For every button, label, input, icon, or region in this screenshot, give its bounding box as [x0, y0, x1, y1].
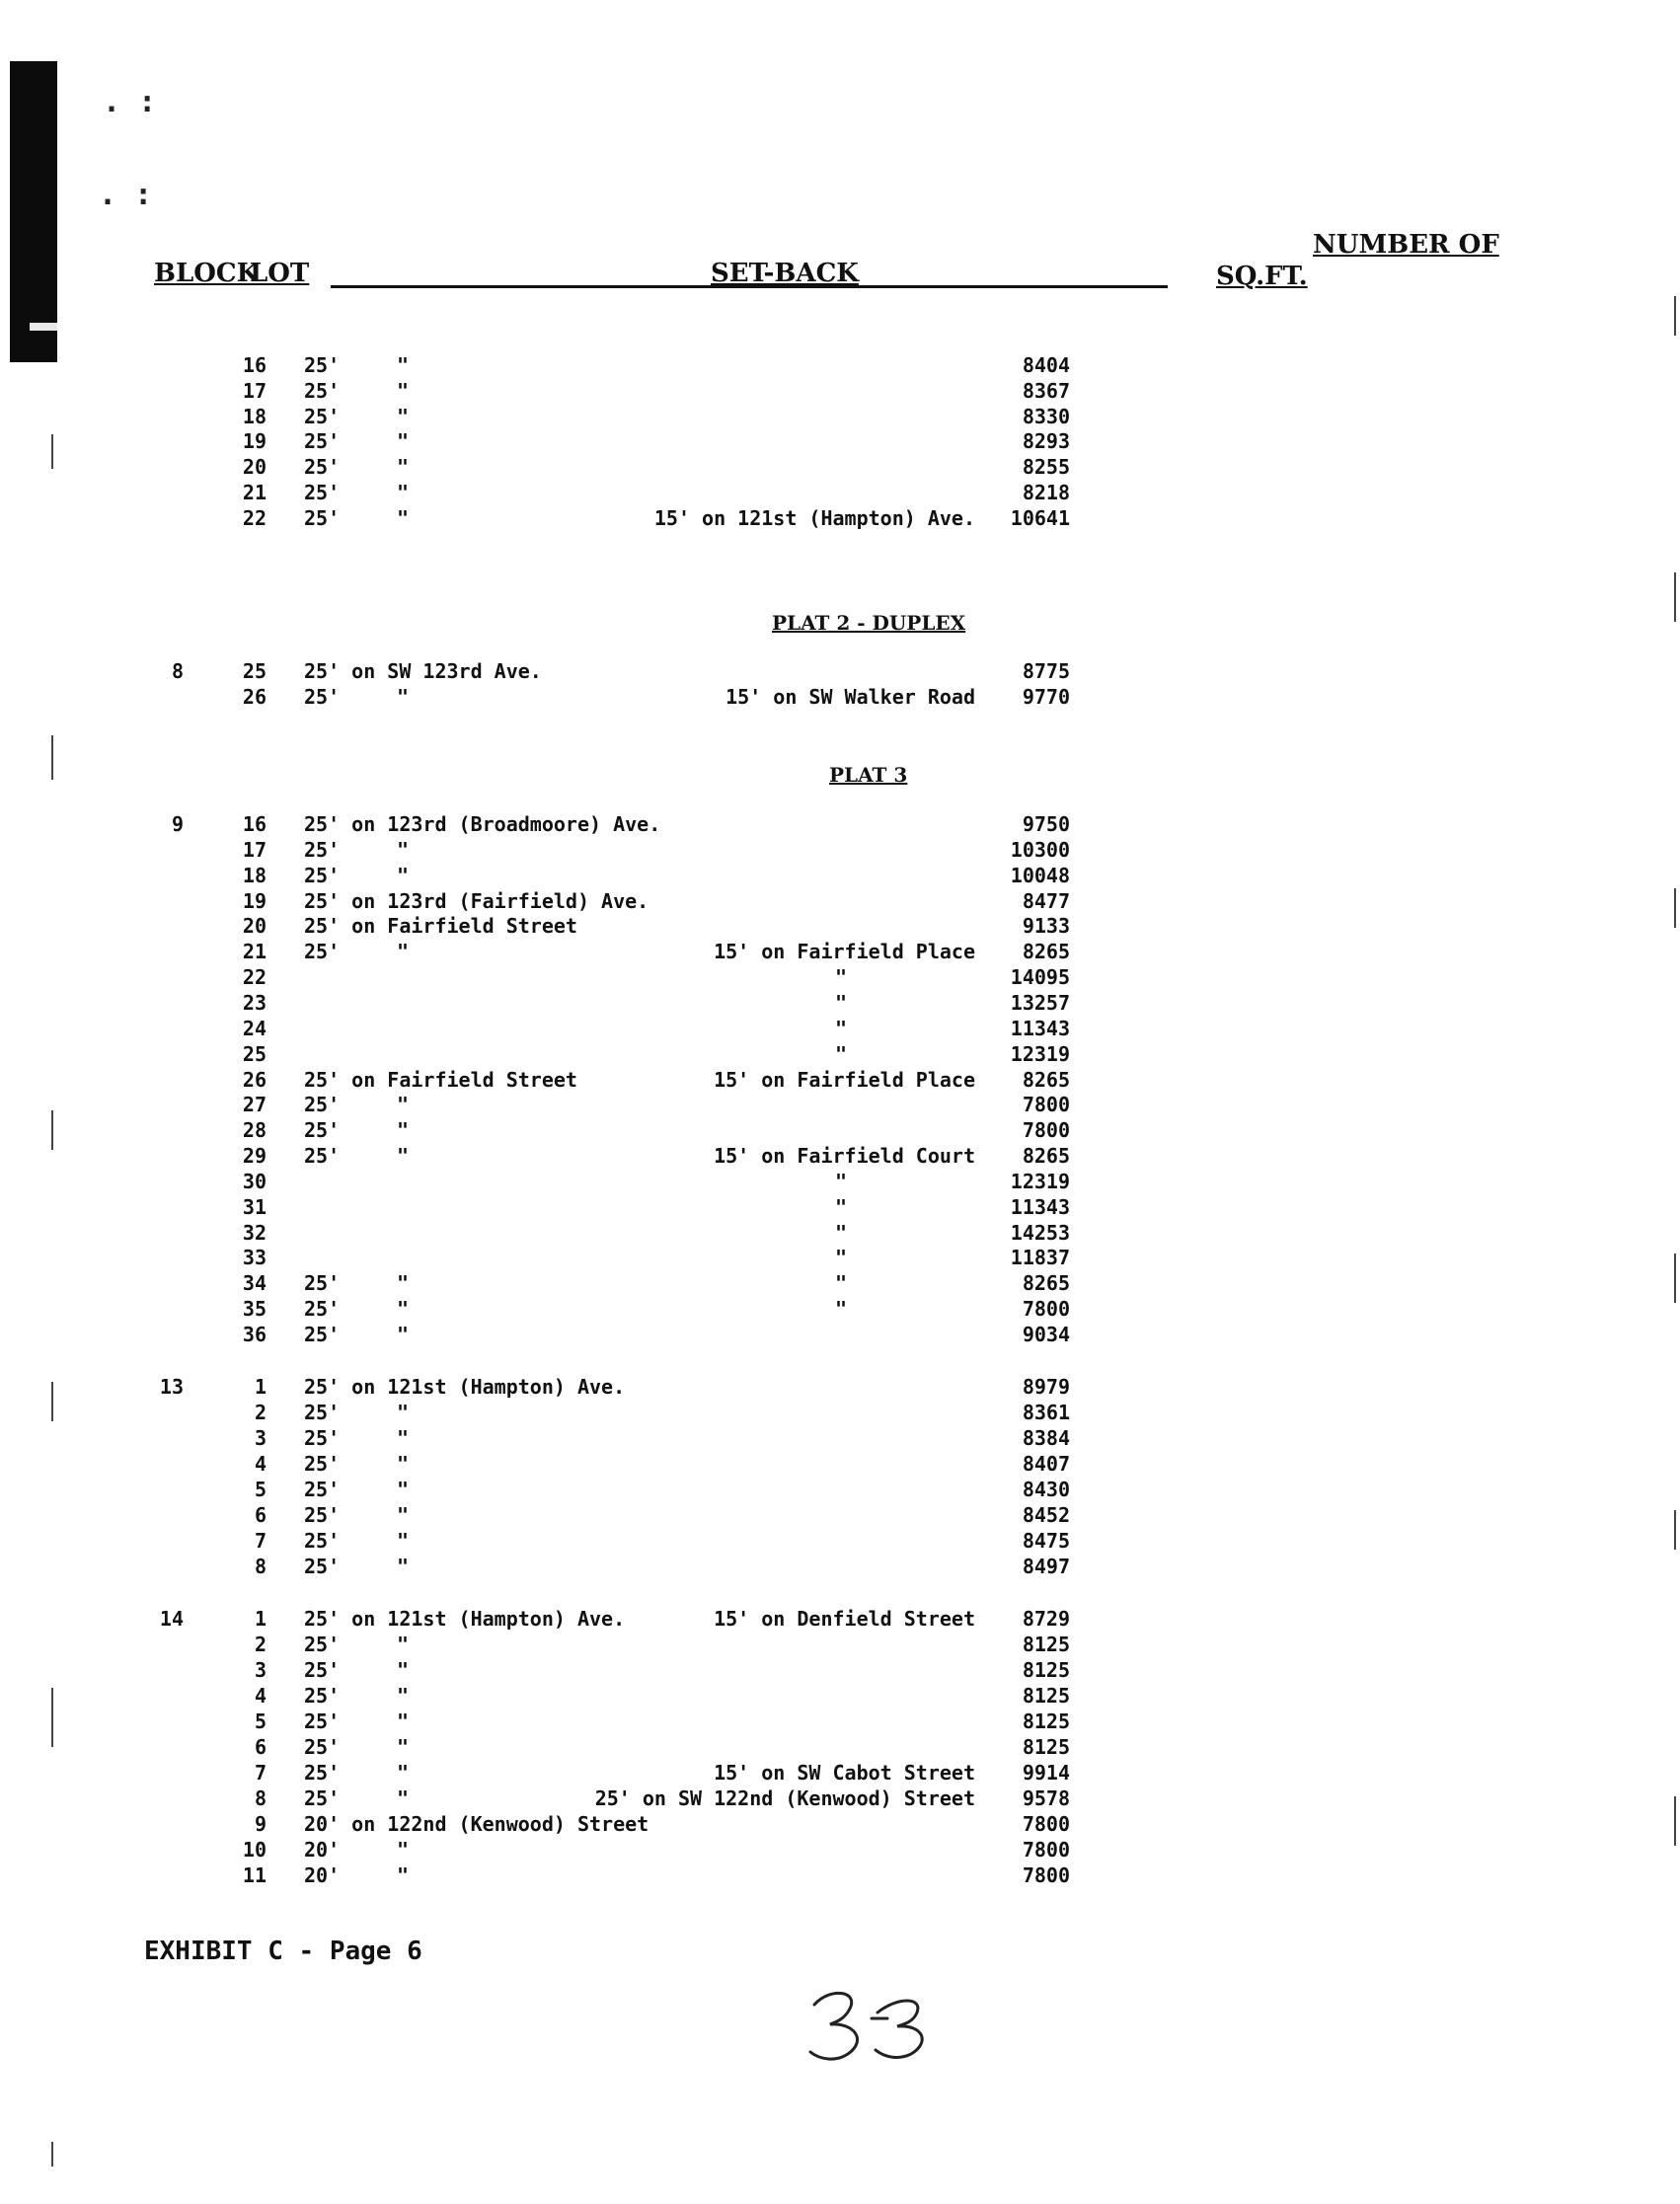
sq-ft-value: 8265: [1022, 940, 1070, 964]
lot-number: 3: [254, 1426, 267, 1450]
lot-number: 6: [254, 1503, 267, 1527]
lot-number: 22: [242, 965, 267, 990]
lot-number: 17: [242, 837, 267, 862]
sq-ft-value: 8255: [1022, 455, 1070, 480]
sq-ft-value: 8729: [1022, 1607, 1070, 1631]
lot-number: 22: [242, 505, 267, 530]
scan-edge-mark: [1674, 1796, 1676, 1846]
ditto-mark: ": [397, 1144, 410, 1169]
block-number: 9: [171, 812, 184, 836]
sq-ft-value: 7800: [1022, 1812, 1070, 1836]
setback-text: 25': [304, 1633, 341, 1656]
sq-ft-value: 7800: [1022, 1093, 1070, 1117]
lot-number: 26: [242, 1067, 267, 1092]
corner-setback: 15' on Fairfield Place: [714, 1067, 975, 1092]
header-block: BLOCK: [154, 259, 260, 288]
sq-ft-value: 8218: [1022, 481, 1070, 504]
corner-setback-ditto: ": [835, 1194, 848, 1219]
block-number: 8: [171, 659, 184, 683]
lot-number: 6: [254, 1735, 267, 1759]
ditto-mark: ": [397, 481, 410, 504]
setback-text: 25': [304, 455, 341, 480]
scan-edge-mark: [1674, 572, 1676, 622]
setback-text: 25': [304, 429, 341, 454]
scan-edge-mark: [51, 2142, 53, 2166]
setback-text: 25': [304, 1529, 341, 1553]
lot-number: 32: [242, 1220, 267, 1245]
sq-ft-value: 7800: [1022, 1838, 1070, 1862]
sq-ft-value: 8265: [1022, 1144, 1070, 1169]
corner-setback-ditto: ": [835, 990, 848, 1015]
lot-number: 7: [254, 1761, 267, 1785]
setback-text: 25' on 121st (Hampton) Ave.: [304, 1607, 626, 1631]
setback-text: 20': [304, 1863, 341, 1887]
sq-ft-value: 9578: [1022, 1786, 1070, 1810]
scan-edge-mark: [51, 1688, 53, 1747]
sq-ft-value: 10048: [1010, 863, 1070, 887]
sq-ft-value: 8384: [1022, 1426, 1070, 1450]
sq-ft-value: 8293: [1022, 429, 1070, 454]
corner-setback: 15' on Fairfield Court: [714, 1144, 975, 1169]
lot-number: 28: [242, 1118, 267, 1143]
ditto-mark: ": [397, 1710, 410, 1733]
sq-ft-value: 8125: [1022, 1658, 1070, 1682]
setback-text: 25': [304, 1710, 341, 1733]
scan-binding-strip: [10, 61, 57, 362]
setback-text: 25': [304, 1323, 341, 1346]
sq-ft-value: 8404: [1022, 353, 1070, 377]
setback-text: 25': [304, 353, 341, 377]
lot-number: 18: [242, 863, 267, 887]
corner-setback: 15' on SW Cabot Street: [714, 1761, 975, 1785]
sq-ft-value: 8475: [1022, 1529, 1070, 1553]
setback-text: 25': [304, 1144, 341, 1169]
sq-ft-value: 11837: [1010, 1246, 1070, 1270]
setback-text: 25' on 123rd (Broadmoore) Ave.: [304, 812, 661, 836]
header-number-of: NUMBER OF: [1313, 230, 1499, 260]
ditto-mark: ": [397, 940, 410, 964]
setback-text: 20': [304, 1838, 341, 1862]
sq-ft-value: 8265: [1022, 1067, 1070, 1092]
corner-setback-ditto: ": [835, 1016, 848, 1040]
ditto-mark: ": [397, 353, 410, 377]
ditto-mark: ": [397, 1426, 410, 1450]
lot-number: 1: [254, 1607, 267, 1631]
lot-number: 19: [242, 888, 267, 913]
ditto-mark: ": [397, 1297, 410, 1322]
ditto-mark: ": [397, 1529, 410, 1553]
lot-number: 27: [242, 1093, 267, 1117]
ditto-mark: ": [397, 1555, 410, 1578]
lot-number: 24: [242, 1016, 267, 1040]
ditto-mark: ": [397, 1658, 410, 1682]
sq-ft-value: 9133: [1022, 914, 1070, 939]
ditto-mark: ": [397, 1118, 410, 1143]
corner-setback-ditto: ": [835, 1271, 848, 1296]
sq-ft-value: 9914: [1022, 1761, 1070, 1785]
lot-number: 35: [242, 1297, 267, 1322]
corner-setback: 15' on SW Walker Road: [725, 685, 975, 709]
setback-text: 25' on Fairfield Street: [304, 914, 577, 939]
setback-text: 25' on 121st (Hampton) Ave.: [304, 1375, 626, 1399]
ditto-mark: ": [397, 404, 410, 428]
ditto-mark: ": [397, 1503, 410, 1527]
lot-number: 4: [254, 1684, 267, 1708]
ditto-mark: ": [397, 1838, 410, 1862]
sq-ft-value: 9770: [1022, 685, 1070, 709]
sq-ft-value: 14095: [1010, 965, 1070, 990]
setback-text: 25' on Fairfield Street: [304, 1067, 577, 1092]
lot-number: 33: [242, 1246, 267, 1270]
lot-number: 7: [254, 1529, 267, 1553]
corner-setback: 15' on Denfield Street: [714, 1607, 975, 1631]
lot-number: 20: [242, 455, 267, 480]
corner-setback: 15' on Fairfield Place: [714, 940, 975, 964]
lot-number: 5: [254, 1710, 267, 1733]
ditto-mark: ": [397, 837, 410, 862]
lot-number: 17: [242, 378, 267, 403]
lot-number: 5: [254, 1478, 267, 1501]
corner-setback-ditto: ": [835, 1169, 848, 1193]
setback-text: 25': [304, 1761, 341, 1785]
scan-edge-mark: [1674, 296, 1676, 336]
block-number: 13: [159, 1375, 184, 1399]
setback-text: 25': [304, 1555, 341, 1578]
lot-number: 23: [242, 990, 267, 1015]
ditto-mark: ": [397, 429, 410, 454]
setback-text: 20' on 122nd (Kenwood) Street: [304, 1812, 649, 1836]
lot-number: 36: [242, 1323, 267, 1346]
lot-number: 4: [254, 1452, 267, 1476]
sq-ft-value: 10641: [1010, 505, 1070, 530]
lot-number: 11: [242, 1863, 267, 1887]
sq-ft-value: 14253: [1010, 1220, 1070, 1245]
header-lot: LOT: [250, 259, 310, 288]
scan-edge-mark: [51, 1110, 53, 1150]
corner-setback-ditto: ": [835, 1220, 848, 1245]
corner-setback-ditto: ": [835, 1246, 848, 1270]
ditto-mark: ": [397, 1452, 410, 1476]
sq-ft-value: 8125: [1022, 1633, 1070, 1656]
sq-ft-value: 7800: [1022, 1863, 1070, 1887]
sq-ft-value: 12319: [1010, 1169, 1070, 1193]
ditto-mark: ": [397, 1761, 410, 1785]
scan-edge-mark: [51, 1382, 53, 1421]
lot-number: 16: [242, 353, 267, 377]
sq-ft-value: 8430: [1022, 1478, 1070, 1501]
setback-text: 25': [304, 863, 341, 887]
scan-edge-mark: [51, 735, 53, 780]
scan-speck: . :: [103, 85, 157, 119]
scan-edge-mark: [51, 434, 53, 469]
ditto-mark: ": [397, 378, 410, 403]
lot-number: 2: [254, 1401, 267, 1424]
setback-text: 25': [304, 1658, 341, 1682]
ditto-mark: ": [397, 1786, 410, 1810]
lot-number: 16: [242, 812, 267, 836]
sq-ft-value: 9750: [1022, 812, 1070, 836]
lot-number: 21: [242, 481, 267, 504]
sq-ft-value: 8330: [1022, 404, 1070, 428]
ditto-mark: ": [397, 1684, 410, 1708]
lot-number: 1: [254, 1375, 267, 1399]
scan-edge-mark: [1674, 1510, 1676, 1550]
ditto-mark: ": [397, 505, 410, 530]
sq-ft-value: 8775: [1022, 659, 1070, 683]
ditto-mark: ": [397, 1735, 410, 1759]
sq-ft-value: 11343: [1010, 1194, 1070, 1219]
lot-number: 19: [242, 429, 267, 454]
lot-number: 8: [254, 1555, 267, 1578]
lot-number: 34: [242, 1271, 267, 1296]
lot-number: 9: [254, 1812, 267, 1836]
ditto-mark: ": [397, 455, 410, 480]
plat-3-heading: PLAT 3: [829, 763, 908, 787]
sq-ft-value: 7800: [1022, 1118, 1070, 1143]
ditto-mark: ": [397, 1401, 410, 1424]
sq-ft-value: 8477: [1022, 888, 1070, 913]
lot-number: 21: [242, 940, 267, 964]
sq-ft-value: 8452: [1022, 1503, 1070, 1527]
corner-setback-ditto: ": [835, 1041, 848, 1066]
setback-text: 25': [304, 940, 341, 964]
header-sq-ft: SQ.FT.: [1216, 262, 1308, 291]
ditto-mark: ": [397, 1093, 410, 1117]
sq-ft-value: 8265: [1022, 1271, 1070, 1296]
setback-text: 25' on SW 123rd Ave.: [304, 659, 542, 683]
sq-ft-value: 7800: [1022, 1297, 1070, 1322]
sq-ft-value: 9034: [1022, 1323, 1070, 1346]
ditto-mark: ": [397, 685, 410, 709]
sq-ft-value: 8361: [1022, 1401, 1070, 1424]
footer-exhibit: EXHIBIT C - Page 6: [144, 1937, 422, 1966]
sq-ft-value: 8407: [1022, 1452, 1070, 1476]
ditto-mark: ": [397, 1478, 410, 1501]
lot-number: 18: [242, 404, 267, 428]
lot-number: 2: [254, 1633, 267, 1656]
header-setback: SET-BACK: [711, 259, 859, 288]
sq-ft-value: 10300: [1010, 837, 1070, 862]
block-number: 14: [159, 1607, 184, 1631]
setback-text: 25': [304, 505, 341, 530]
lot-number: 30: [242, 1169, 267, 1193]
setback-text: 25': [304, 1478, 341, 1501]
sq-ft-value: 11343: [1010, 1016, 1070, 1040]
corner-setback: 15' on 121st (Hampton) Ave.: [653, 505, 975, 530]
sq-ft-value: 8367: [1022, 378, 1070, 403]
sq-ft-value: 8125: [1022, 1710, 1070, 1733]
setback-text: 25': [304, 1786, 341, 1810]
sq-ft-value: 8125: [1022, 1684, 1070, 1708]
plat-2-duplex-heading: PLAT 2 - DUPLEX: [772, 611, 966, 635]
ditto-mark: ": [397, 1633, 410, 1656]
setback-text: 25': [304, 1118, 341, 1143]
setback-text: 25': [304, 481, 341, 504]
lot-number: 31: [242, 1194, 267, 1219]
ditto-mark: ": [397, 1323, 410, 1346]
sq-ft-value: 13257: [1010, 990, 1070, 1015]
corner-setback-ditto: ": [835, 1297, 848, 1322]
lot-number: 20: [242, 914, 267, 939]
lot-number: 25: [242, 659, 267, 683]
setback-text: 25': [304, 1093, 341, 1117]
scan-speck: . :: [99, 178, 153, 212]
setback-text: 25': [304, 1684, 341, 1708]
setback-text: 25': [304, 1503, 341, 1527]
sq-ft-value: 8125: [1022, 1735, 1070, 1759]
setback-text: 25': [304, 378, 341, 403]
setback-text: 25': [304, 837, 341, 862]
setback-text: 25' on 123rd (Fairfield) Ave.: [304, 888, 649, 913]
setback-text: 25': [304, 404, 341, 428]
lot-number: 8: [254, 1786, 267, 1810]
setback-text: 25': [304, 685, 341, 709]
setback-text: 25': [304, 1271, 341, 1296]
lot-number: 10: [242, 1838, 267, 1862]
ditto-mark: ": [397, 1863, 410, 1887]
setback-text: 25': [304, 1426, 341, 1450]
ditto-mark: ": [397, 863, 410, 887]
scan-edge-mark: [1674, 888, 1676, 928]
lot-number: 3: [254, 1658, 267, 1682]
setback-text: 25': [304, 1401, 341, 1424]
corner-setback: 25' on SW 122nd (Kenwood) Street: [594, 1786, 975, 1810]
ditto-mark: ": [397, 1271, 410, 1296]
sq-ft-value: 8497: [1022, 1555, 1070, 1578]
lot-number: 26: [242, 685, 267, 709]
handwritten-page-number: [804, 1979, 962, 2073]
setback-text: 25': [304, 1297, 341, 1322]
setback-text: 25': [304, 1735, 341, 1759]
lot-number: 29: [242, 1144, 267, 1169]
sq-ft-value: 12319: [1010, 1041, 1070, 1066]
lot-number: 25: [242, 1041, 267, 1066]
scan-edge-mark: [1674, 1254, 1676, 1303]
sq-ft-value: 8979: [1022, 1375, 1070, 1399]
setback-text: 25': [304, 1452, 341, 1476]
corner-setback-ditto: ": [835, 965, 848, 990]
